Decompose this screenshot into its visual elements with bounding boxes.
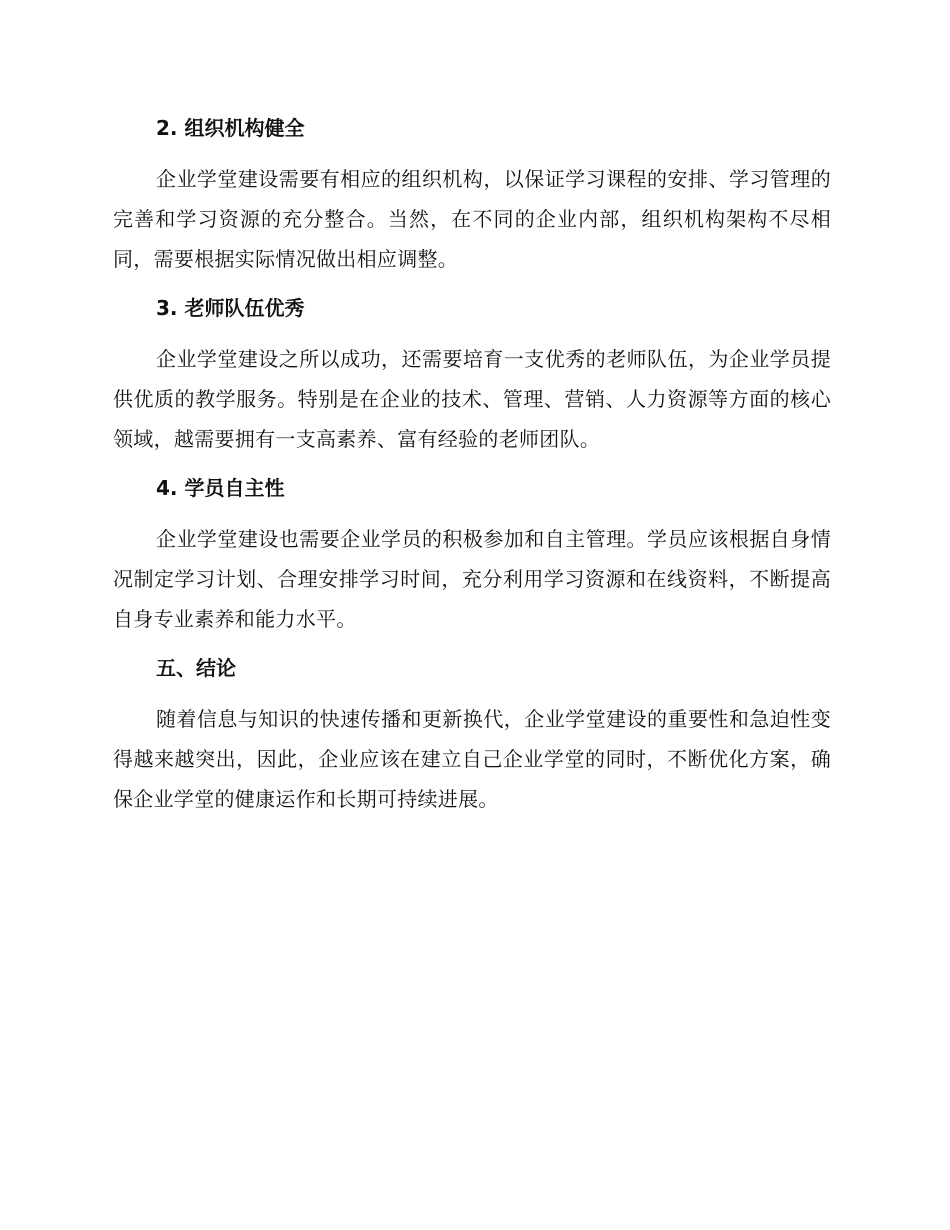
section-heading-teacher-team: 3. 老师队伍优秀 [156, 296, 305, 320]
section-paragraph-org-structure: 企业学堂建设需要有相应的组织机构，以保证学习课程的安排、学习管理的完善和学习资源的充分整合。当然，在不同的企业内部，组织机构架构不尽相同，需要根据实际情况做出相应调整。 [113, 167, 831, 271]
section-paragraph-learner-autonomy: 企业学堂建设也需要企业学员的积极参加和自主管理。学员应该根据自身情况制定学习计划、合理安排学习时间，充分利用学习资源和在线资料，不断提高自身专业素养和能力水平。 [113, 527, 831, 631]
section-heading-org-structure: 2. 组织机构健全 [156, 116, 305, 140]
section-paragraph-teacher-team: 企业学堂建设之所以成功，还需要培育一支优秀的老师队伍，为企业学员提供优质的教学服务。特别是在企业的技术、管理、营销、人力资源等方面的核心领域，越需要拥有一支高素养、富有经验的老师团队。 [113, 347, 831, 451]
section-paragraph-conclusion: 随着信息与知识的快速传播和更新换代，企业学堂建设的重要性和急迫性变得越来越突出，因此，企业应该在建立自己企业学堂的同时，不断优化方案，确保企业学堂的健康运作和长期可持续进展。 [113, 707, 831, 811]
section-heading-learner-autonomy: 4. 学员自主性 [156, 476, 285, 500]
document-content [113, 110, 831, 830]
section-heading-conclusion: 五、结论 [156, 656, 236, 680]
